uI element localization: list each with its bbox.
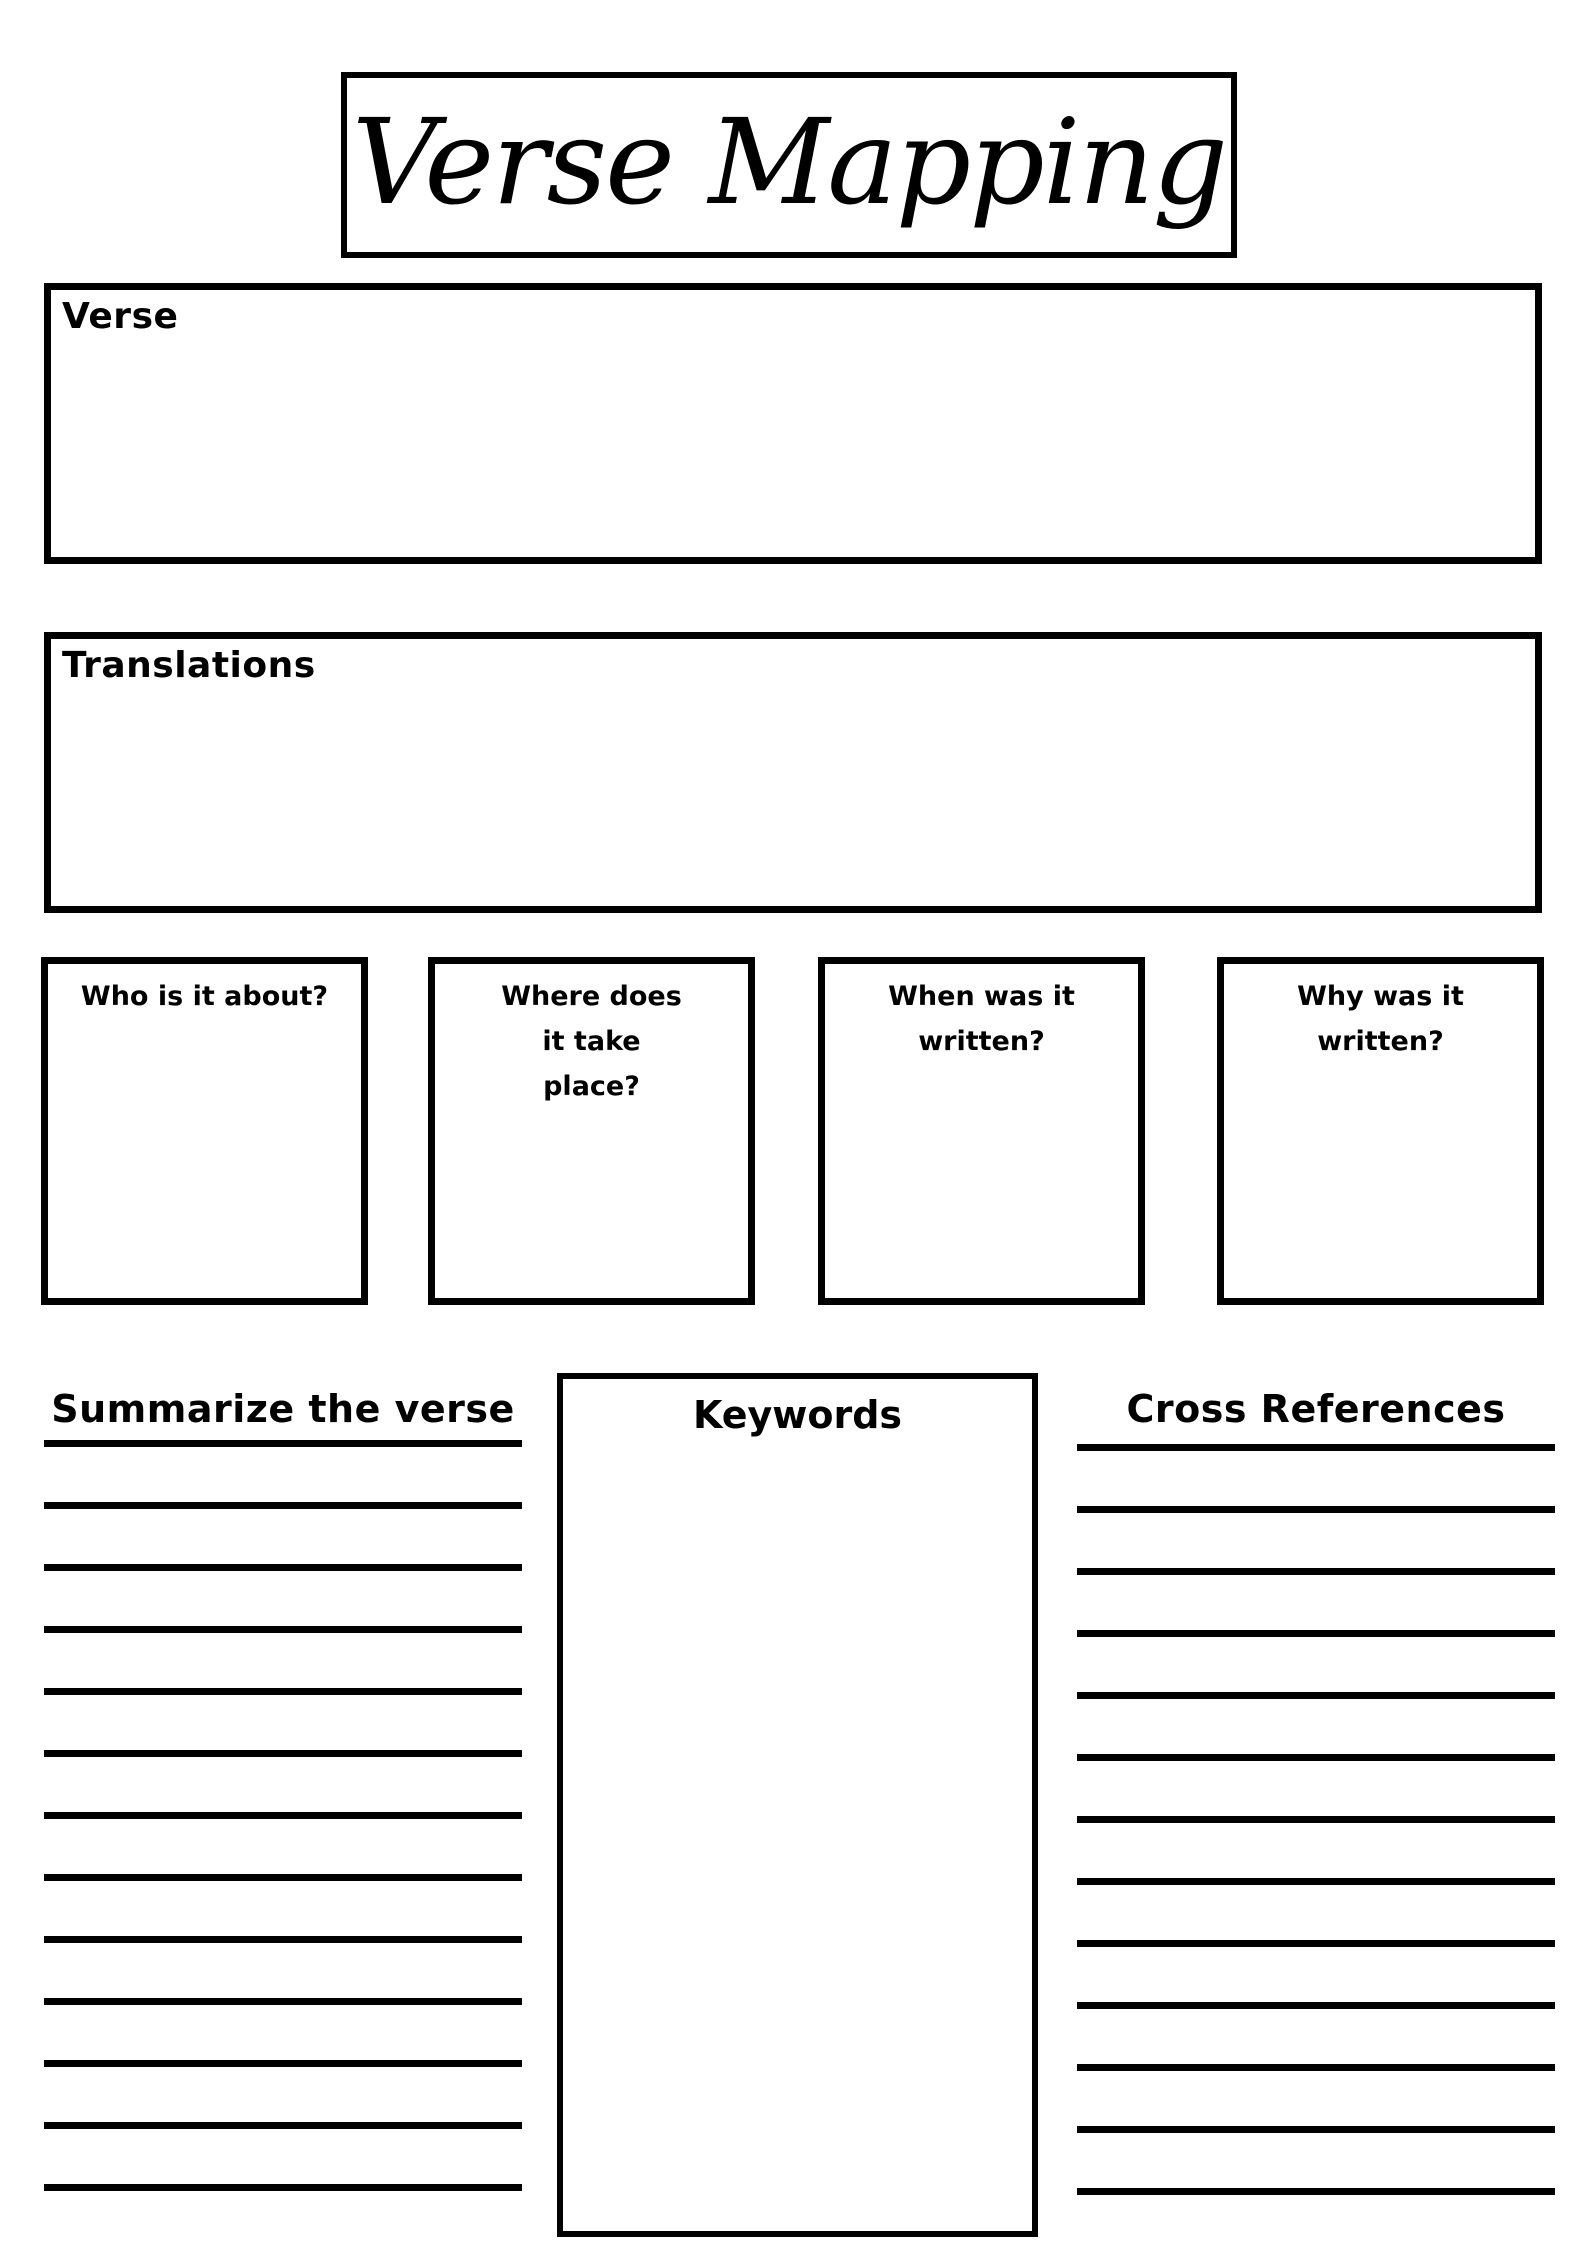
why-label: Why was it written?	[1297, 981, 1464, 1057]
cross-reference-line[interactable]	[1077, 2002, 1555, 2009]
cross-reference-line[interactable]	[1077, 1878, 1555, 1885]
verse-box[interactable]	[44, 283, 1542, 564]
summary-heading: Summarize the verse	[51, 1387, 515, 1431]
cross-reference-line[interactable]	[1077, 1630, 1555, 1637]
who-label: Who is it about?	[80, 981, 329, 1012]
when-box[interactable]	[818, 957, 1145, 1305]
cross-reference-line[interactable]	[1077, 1816, 1555, 1823]
who-box[interactable]	[41, 957, 368, 1305]
cross-reference-line[interactable]	[1077, 1568, 1555, 1575]
summary-line[interactable]	[44, 2060, 522, 2067]
when-label: When was it written?	[888, 981, 1075, 1057]
summary-line[interactable]	[44, 1688, 522, 1695]
cross-reference-line[interactable]	[1077, 2126, 1555, 2133]
cross-reference-line[interactable]	[1077, 1506, 1555, 1513]
cross-reference-line[interactable]	[1077, 2188, 1555, 2195]
summary-line[interactable]	[44, 2184, 522, 2191]
where-label: Where does it take place?	[501, 981, 682, 1102]
summary-line[interactable]	[44, 1750, 522, 1757]
where-box[interactable]	[428, 957, 755, 1305]
summary-line[interactable]	[44, 1626, 522, 1633]
translations-label: Translations	[62, 645, 316, 686]
summary-line[interactable]	[44, 2122, 522, 2129]
cross-reference-line[interactable]	[1077, 1754, 1555, 1761]
verse-label: Verse	[62, 296, 179, 337]
title-box	[341, 72, 1237, 258]
summary-line[interactable]	[44, 1936, 522, 1943]
summary-line[interactable]	[44, 1502, 522, 1509]
summary-line[interactable]	[44, 1998, 522, 2005]
summary-line[interactable]	[44, 1440, 522, 1447]
keywords-box[interactable]	[557, 1373, 1038, 2237]
cross-reference-line[interactable]	[1077, 2064, 1555, 2071]
summary-line[interactable]	[44, 1874, 522, 1881]
summary-line[interactable]	[44, 1564, 522, 1571]
summary-line[interactable]	[44, 1812, 522, 1819]
page-title: Verse Mapping	[351, 93, 1227, 231]
cross-reference-line[interactable]	[1077, 1692, 1555, 1699]
translations-box[interactable]	[44, 632, 1542, 913]
keywords-label: Keywords	[692, 1393, 903, 1437]
why-box[interactable]	[1217, 957, 1544, 1305]
cross-references-heading: Cross References	[1126, 1387, 1506, 1431]
cross-reference-line[interactable]	[1077, 1940, 1555, 1947]
cross-reference-line[interactable]	[1077, 1444, 1555, 1451]
